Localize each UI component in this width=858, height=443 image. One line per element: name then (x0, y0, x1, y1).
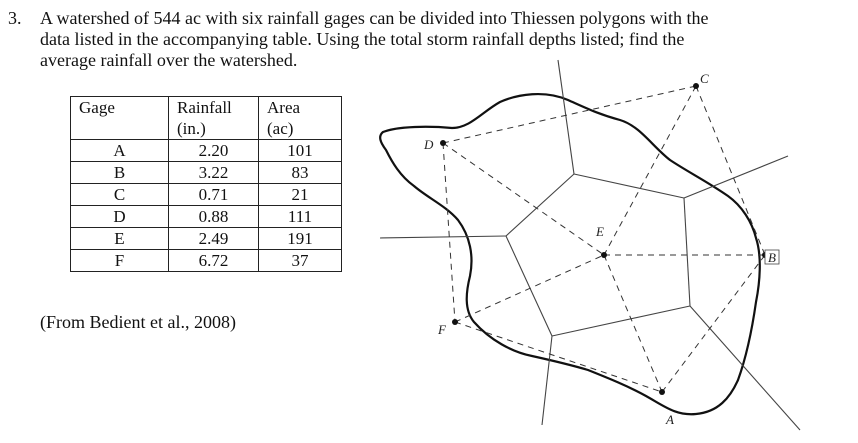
gage-point-A (659, 389, 665, 395)
cell-gage: F (71, 250, 169, 272)
edge-bottom-right (552, 306, 690, 336)
cell-area: 37 (259, 250, 342, 272)
header-rainfall-unit: (in.) (177, 119, 206, 138)
gage-label-B: B (768, 250, 776, 265)
cell-rainfall: 0.88 (169, 206, 259, 228)
cell-area: 21 (259, 184, 342, 206)
question-number: 3. (8, 8, 22, 28)
dash-F-E (455, 255, 604, 322)
cell-gage: D (71, 206, 169, 228)
cell-area: 111 (259, 206, 342, 228)
dash-C-B (696, 86, 765, 255)
cell-area: 191 (259, 228, 342, 250)
header-gage: Gage (71, 97, 169, 140)
gage-point-E (601, 252, 607, 258)
gage-label-E: E (596, 224, 604, 239)
gage-connections (443, 86, 765, 392)
cell-rainfall: 0.71 (169, 184, 259, 206)
gage-point-D (440, 140, 446, 146)
header-rainfall-label: Rainfall (177, 98, 232, 117)
dash-D-F (443, 143, 455, 322)
cell-area: 83 (259, 162, 342, 184)
cell-gage: E (71, 228, 169, 250)
edge-left-lower (506, 236, 552, 336)
header-area-unit: (ac) (267, 119, 294, 138)
edge-left-horizontal (380, 236, 506, 238)
edge-bottom-vertical (542, 336, 552, 425)
question-line-2: data listed in the accompanying table. Using the total storm rainfall depths listed; find the (40, 29, 685, 49)
source-citation: (From Bedient et al., 2008) (40, 312, 236, 332)
edge-top-vertical (558, 60, 574, 174)
dash-C-E (604, 86, 696, 255)
header-area-label: Area (267, 98, 301, 117)
cell-rainfall: 3.22 (169, 162, 259, 184)
gage-label-D: D (424, 137, 434, 152)
gage-label-A: A (666, 412, 674, 427)
edge-inner-right (684, 198, 690, 306)
gage-label-C: C (700, 71, 709, 86)
cell-gage: A (71, 140, 169, 162)
cell-rainfall: 2.49 (169, 228, 259, 250)
cell-area: 101 (259, 140, 342, 162)
cell-rainfall: 2.20 (169, 140, 259, 162)
dash-A-B (662, 255, 765, 392)
gage-label-F: F (438, 322, 446, 337)
gage-points (440, 83, 768, 395)
cell-gage: B (71, 162, 169, 184)
edge-upper-right (574, 174, 684, 198)
question-line-1: A watershed of 544 ac with six rainfall gages can be divided into Thiessen polygons with the (40, 8, 709, 28)
cell-gage: C (71, 184, 169, 206)
gage-point-C (693, 83, 699, 89)
question-line-3: average rainfall over the watershed. (40, 50, 298, 70)
gage-point-F (452, 319, 458, 325)
cell-rainfall: 6.72 (169, 250, 259, 272)
dash-E-A (604, 255, 662, 392)
